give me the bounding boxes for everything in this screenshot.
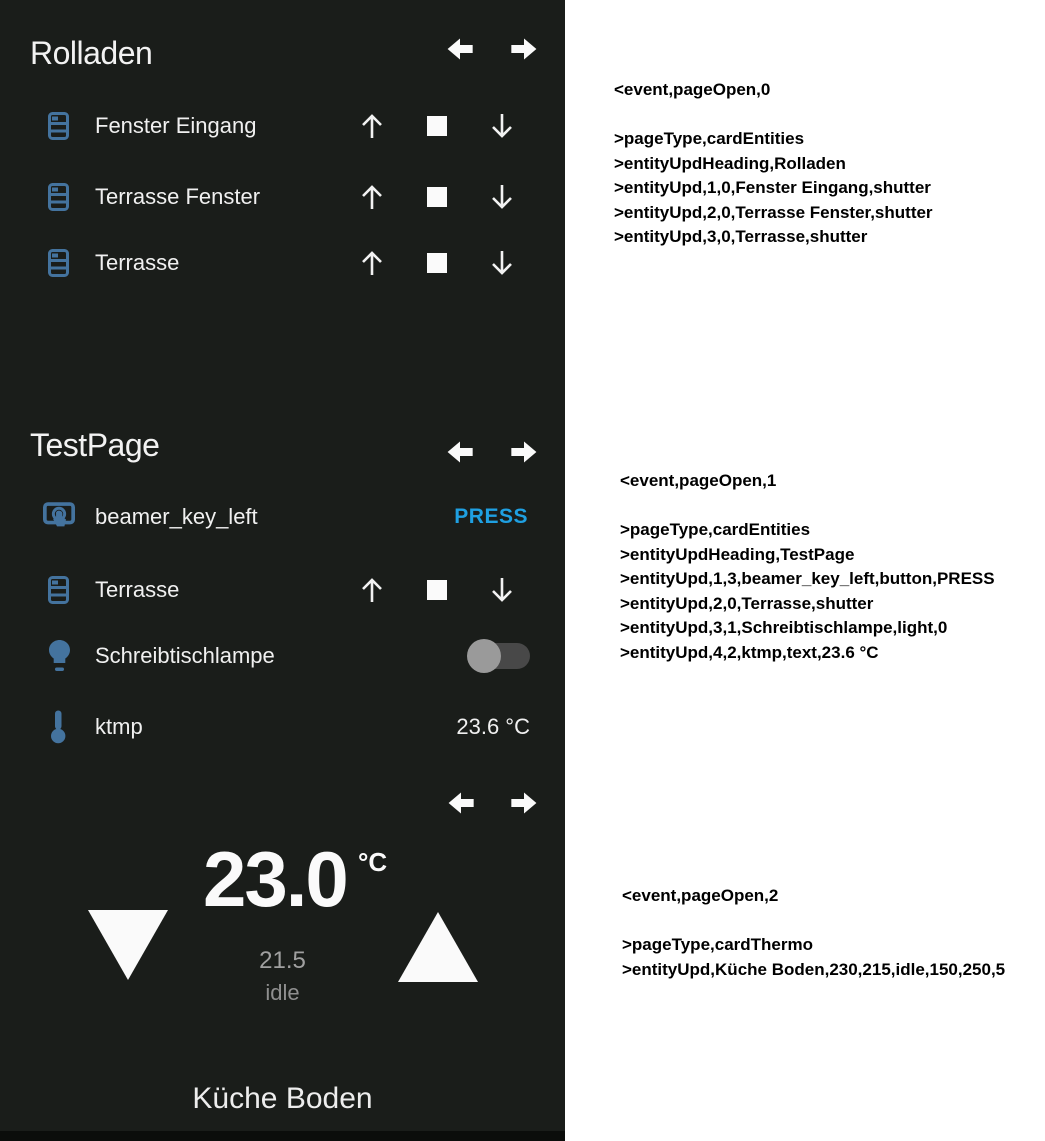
shutter-stop-button[interactable]: [427, 253, 447, 273]
shutter-down-button[interactable]: [489, 249, 515, 277]
nav-arrow-left-icon[interactable]: [441, 436, 479, 468]
temperature-value: 23.6 °C: [456, 714, 530, 739]
serial-line: >pageType,cardThermo: [622, 935, 813, 954]
shutter-stop-button[interactable]: [427, 580, 447, 600]
card-testpage-heading: TestPage: [30, 427, 160, 463]
entity-label: Terrasse Fenster: [95, 184, 261, 209]
entity-row: [0, 562, 565, 618]
shutter-icon: [48, 249, 69, 277]
thermo-setpoint: 21.5: [259, 947, 306, 974]
serial-line: >entityUpd,3,1,Schreibtischlampe,light,0: [620, 618, 948, 637]
serial-gap: [614, 103, 933, 128]
serial-line: >entityUpd,Küche Boden,230,215,idle,150,250,5: [622, 959, 1006, 979]
entity-row: [0, 699, 565, 755]
entity-row: [0, 628, 565, 684]
nav-arrow-right-icon[interactable]: [505, 787, 543, 819]
entity-label: beamer_key_left: [95, 504, 258, 529]
card-rolladen-heading: Rolladen: [30, 35, 153, 71]
serial-event-line: <event,pageOpen,2: [622, 886, 779, 905]
shutter-up-button[interactable]: [359, 183, 385, 211]
shutter-down-button[interactable]: [489, 183, 515, 211]
serial-line: >entityUpd,1,0,Fenster Eingang,shutter: [614, 178, 931, 197]
shutter-icon: [48, 576, 69, 604]
serial-line: >entityUpdHeading,TestPage: [620, 544, 855, 564]
nav-arrow-left-icon[interactable]: [441, 33, 479, 65]
shutter-up-button[interactable]: [359, 249, 385, 277]
shutter-stop-button[interactable]: [427, 187, 447, 207]
serial-line: >entityUpd,3,0,Terrasse,shutter: [614, 227, 868, 246]
shutter-icon: [48, 183, 69, 211]
shutter-down-button[interactable]: [489, 576, 515, 604]
thermo-state: idle: [265, 980, 300, 1005]
entity-row: [0, 98, 565, 154]
entity-label: Fenster Eingang: [95, 113, 257, 138]
serial-line: >pageType,cardEntities: [620, 520, 811, 539]
serial-line: >pageType,cardEntities: [614, 129, 805, 148]
serial-gap: [622, 909, 1005, 934]
thermo-unit: °C: [358, 847, 388, 877]
shutter-up-button[interactable]: [359, 576, 385, 604]
serial-line: >entityUpd,2,0,Terrasse Fenster,shutter: [614, 202, 933, 222]
serial-event-line: <event,pageOpen,0: [614, 80, 771, 99]
nav-arrow-left-icon[interactable]: [442, 787, 480, 819]
thermo-name: Küche Boden: [192, 1082, 373, 1115]
entity-label: Schreibtischlampe: [95, 643, 275, 668]
shutter-up-button[interactable]: [359, 112, 385, 140]
light-toggle[interactable]: [467, 639, 531, 673]
panel-bottom-strip: [0, 1131, 565, 1141]
lightbulb-icon: [46, 639, 73, 673]
serial-log-block-3: [622, 884, 1005, 982]
thermo-current-temp: 23.0: [203, 835, 347, 923]
serial-log-block-1: [614, 78, 933, 250]
gesture-tap-button-icon: [43, 502, 75, 532]
serial-gap: [620, 494, 995, 519]
shutter-icon: [48, 112, 69, 140]
entity-row: [0, 489, 565, 545]
nav-arrow-right-icon[interactable]: [505, 33, 543, 65]
serial-line: >entityUpd,1,3,beamer_key_left,button,PRESS: [620, 569, 995, 588]
entity-label: Terrasse: [95, 577, 180, 602]
serial-log-block-2: [620, 469, 995, 665]
press-button[interactable]: PRESS: [454, 505, 528, 528]
serial-line: >entityUpd,4,2,ktmp,text,23.6 °C: [620, 642, 879, 662]
entity-row: [0, 169, 565, 225]
serial-line: >entityUpd,2,0,Terrasse,shutter: [620, 593, 874, 613]
entity-label: Terrasse: [95, 250, 180, 275]
entity-row: [0, 235, 565, 291]
nav-arrow-right-icon[interactable]: [505, 436, 543, 468]
shutter-down-button[interactable]: [489, 112, 515, 140]
serial-line: >entityUpdHeading,Rolladen: [614, 153, 846, 173]
serial-event-line: <event,pageOpen,1: [620, 471, 777, 490]
shutter-stop-button[interactable]: [427, 116, 447, 136]
toggle-knob: [467, 639, 501, 673]
entity-label: ktmp: [95, 714, 143, 739]
thermometer-icon: [50, 709, 66, 744]
